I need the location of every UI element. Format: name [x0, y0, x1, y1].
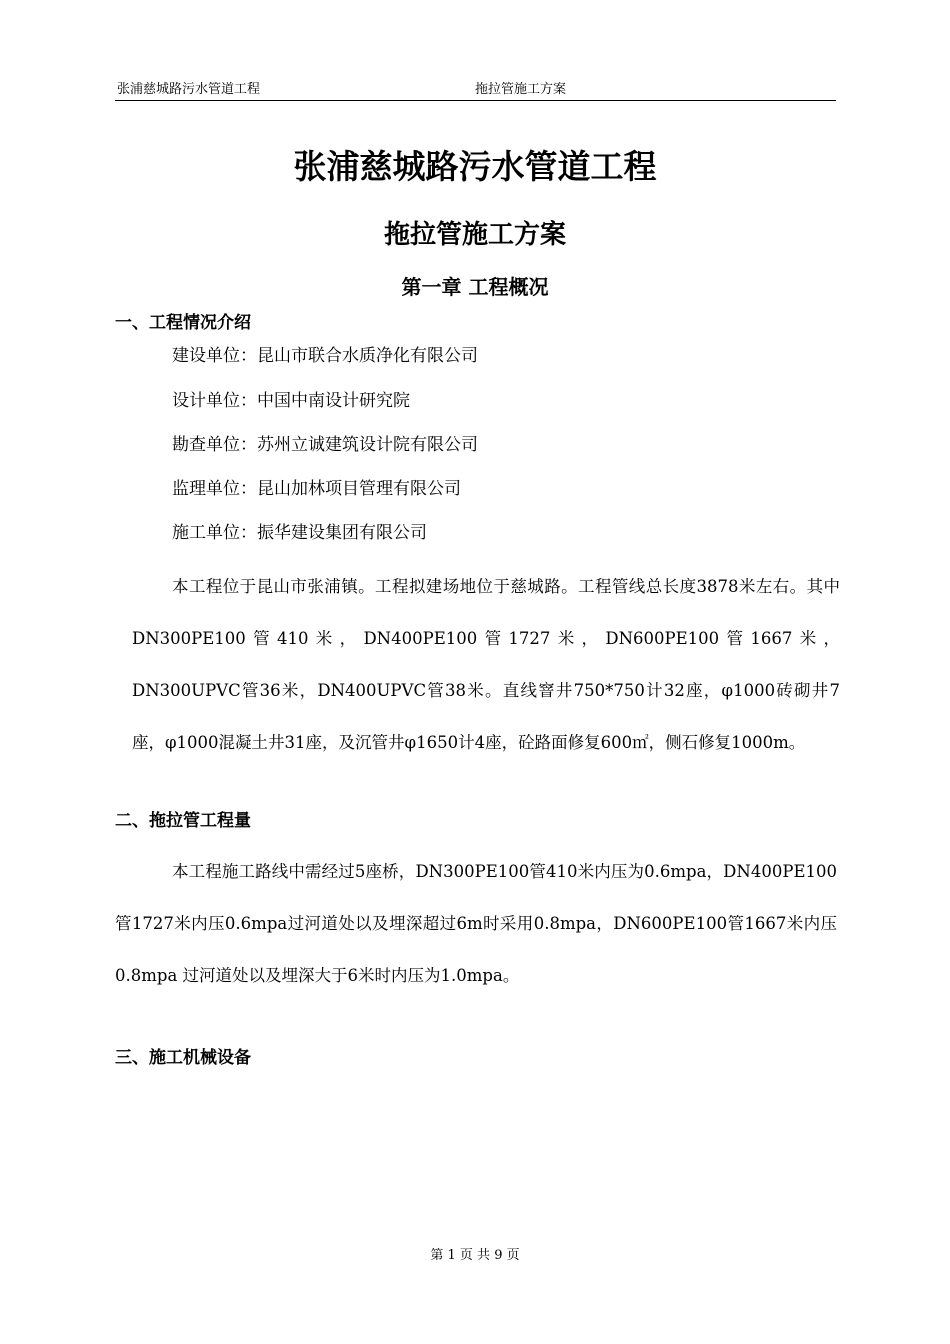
- document-subtitle: 拖拉管施工方案: [383, 220, 566, 250]
- document-title: 张浦慈城路污水管道工程: [293, 147, 657, 186]
- section-heading-equipment: 三、施工机械设备: [115, 1048, 251, 1068]
- page-header: [115, 80, 836, 101]
- header-project-name: 张浦慈城路污水管道工程: [117, 82, 261, 97]
- info-supervision-unit: 监理单位：昆山加林项目管理有限公司: [172, 479, 461, 499]
- info-construction-unit: 建设单位：昆山市联合水质净化有限公司: [172, 346, 478, 366]
- quantities-paragraph: 本工程施工路线中需经过5座桥，DN300PE100管410米内压为0.6mpa，DN400PE100管1727米内压0.6mpa过河道处以及埋深超过6m时采用0.8mpa，DN600PE100管1667米内压0.8mpa 过河道处以及埋深大于6米时内压为1.0mpa。: [115, 862, 837, 985]
- header-document-name: 拖拉管施工方案: [475, 82, 567, 97]
- page-footer-number: 第 1 页 共 9 页: [430, 1248, 520, 1263]
- section-heading-quantities: 二、拖拉管工程量: [115, 811, 251, 831]
- info-design-unit: 设计单位：中国中南设计研究院: [172, 391, 410, 411]
- section-heading-overview: 一、工程情况介绍: [115, 313, 251, 333]
- chapter-heading: 第一章 工程概况: [401, 275, 549, 299]
- info-survey-unit: 勘查单位：苏州立诚建筑设计院有限公司: [172, 435, 478, 455]
- project-description-paragraph: 本工程位于昆山市张浦镇。工程拟建场地位于慈城路。工程管线总长度3878米左右。其中DN300PE100管410米，DN400PE100管1727米，DN600PE100管1667米，DN300UPVC管36米，DN400UPVC管38米。直线窨井750*750计32座，φ1000砖砌井7座，φ1000混凝土井31座，及沉管井φ1650计4座，砼路面修复600㎡，侧石修复1000m。: [132, 577, 840, 752]
- info-contractor-unit: 施工单位：振华建设集团有限公司: [172, 523, 427, 543]
